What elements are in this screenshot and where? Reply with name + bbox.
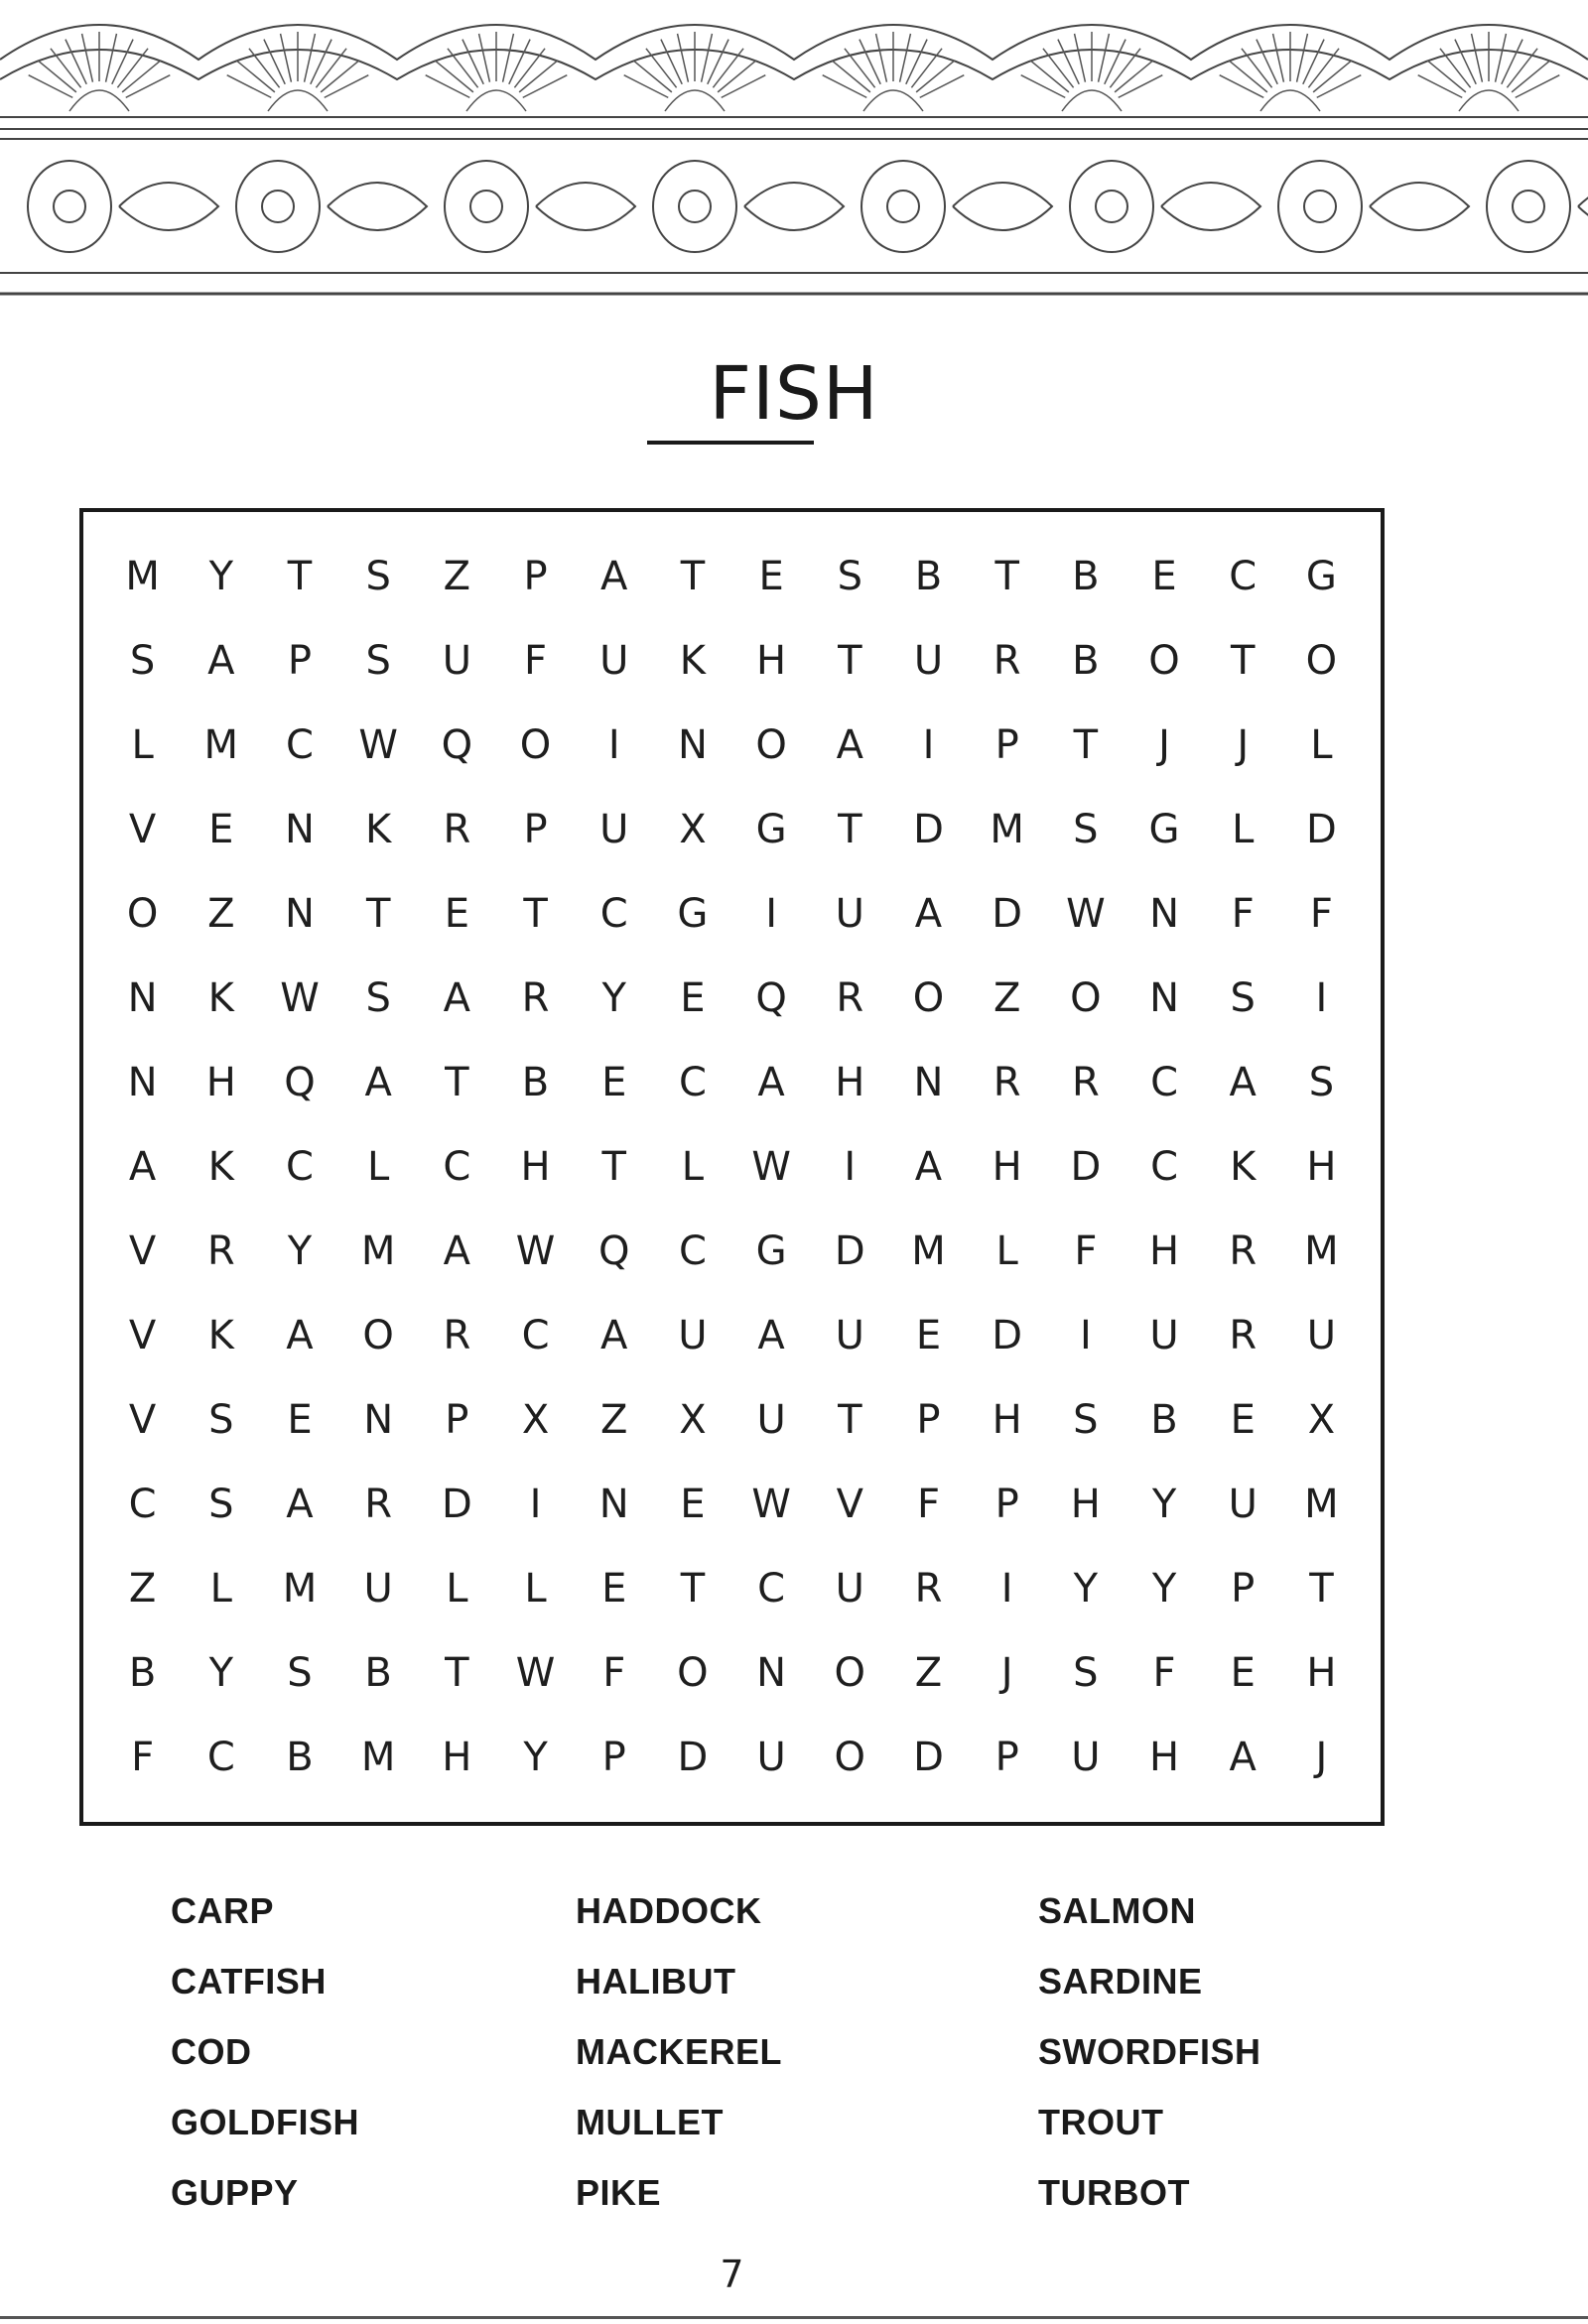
- grid-letter[interactable]: O: [1148, 637, 1180, 684]
- grid-letter[interactable]: U: [678, 1313, 708, 1359]
- grid-letter[interactable]: W: [358, 721, 398, 768]
- grid-letter[interactable]: C: [128, 1482, 157, 1528]
- grid-letter[interactable]: S: [129, 637, 156, 684]
- grid-letter[interactable]: B: [521, 1059, 550, 1105]
- grid-letter[interactable]: X: [679, 1397, 707, 1444]
- grid-letter[interactable]: M: [1304, 1228, 1339, 1275]
- grid-letter[interactable]: A: [443, 1228, 471, 1275]
- grid-letter[interactable]: X: [1307, 1397, 1336, 1444]
- grid-letter[interactable]: Y: [287, 1228, 313, 1275]
- grid-letter[interactable]: P: [523, 806, 548, 852]
- grid-letter[interactable]: Y: [601, 974, 626, 1021]
- grid-letter[interactable]: K: [679, 637, 707, 684]
- grid-letter[interactable]: O: [834, 1650, 866, 1697]
- grid-letter[interactable]: E: [287, 1397, 313, 1444]
- grid-letter[interactable]: U: [363, 1566, 393, 1613]
- grid-letter[interactable]: M: [990, 806, 1024, 852]
- grid-letter[interactable]: J: [1315, 1735, 1328, 1781]
- grid-letter[interactable]: W: [751, 1482, 791, 1528]
- grid-letter[interactable]: Z: [207, 890, 235, 937]
- grid-letter[interactable]: T: [601, 1143, 626, 1190]
- grid-letter[interactable]: K: [1230, 1143, 1257, 1190]
- grid-letter[interactable]: W: [751, 1143, 791, 1190]
- grid-letter[interactable]: O: [677, 1650, 709, 1697]
- grid-letter[interactable]: R: [836, 974, 864, 1021]
- grid-letter[interactable]: A: [914, 1143, 943, 1190]
- grid-letter[interactable]: T: [838, 637, 862, 684]
- grid-letter[interactable]: V: [128, 806, 157, 852]
- grid-letter[interactable]: N: [677, 721, 708, 768]
- grid-letter[interactable]: T: [445, 1650, 469, 1697]
- grid-letter[interactable]: H: [1306, 1143, 1337, 1190]
- grid-letter[interactable]: Z: [443, 553, 471, 599]
- grid-letter[interactable]: D: [913, 806, 944, 852]
- grid-letter[interactable]: C: [678, 1059, 707, 1105]
- grid-letter[interactable]: K: [207, 1143, 234, 1190]
- grid-letter[interactable]: D: [913, 1735, 944, 1781]
- grid-letter[interactable]: S: [365, 974, 391, 1021]
- grid-letter[interactable]: V: [128, 1228, 157, 1275]
- grid-letter[interactable]: E: [915, 1313, 942, 1359]
- grid-letter[interactable]: E: [758, 553, 784, 599]
- grid-letter[interactable]: T: [287, 553, 313, 599]
- word-list-item: CATFISH: [171, 1961, 327, 2001]
- grid-letter[interactable]: X: [679, 806, 707, 852]
- grid-letter[interactable]: U: [1149, 1313, 1179, 1359]
- grid-letter[interactable]: E: [1230, 1397, 1256, 1444]
- grid-letter[interactable]: M: [1304, 1482, 1339, 1528]
- grid-letter[interactable]: N: [127, 974, 158, 1021]
- grid-letter[interactable]: F: [1309, 890, 1333, 937]
- grid-letter[interactable]: K: [207, 1313, 234, 1359]
- grid-letter[interactable]: R: [1229, 1228, 1257, 1275]
- grid-letter[interactable]: N: [913, 1059, 944, 1105]
- grid-letter[interactable]: Q: [755, 974, 787, 1021]
- word-list-item: SALMON: [1038, 1890, 1196, 1931]
- grid-letter[interactable]: S: [208, 1482, 234, 1528]
- grid-letter[interactable]: U: [1306, 1313, 1337, 1359]
- grid-letter[interactable]: D: [1306, 806, 1337, 852]
- grid-letter[interactable]: T: [838, 806, 862, 852]
- page-number: 7: [720, 2253, 744, 2296]
- grid-letter[interactable]: L: [367, 1143, 390, 1190]
- grid-letter[interactable]: N: [1149, 890, 1179, 937]
- grid-letter[interactable]: G: [1305, 553, 1337, 599]
- word-list-item: SWORDFISH: [1038, 2031, 1261, 2072]
- grid-letter[interactable]: C: [443, 1143, 471, 1190]
- grid-letter[interactable]: L: [681, 1143, 705, 1190]
- word-list-item: CARP: [171, 1890, 275, 1931]
- grid-letter[interactable]: S: [365, 553, 391, 599]
- grid-letter[interactable]: A: [286, 1482, 314, 1528]
- grid-letter[interactable]: I: [1315, 974, 1328, 1021]
- grid-letter[interactable]: I: [922, 721, 935, 768]
- grid-letter[interactable]: H: [1070, 1482, 1101, 1528]
- grid-letter[interactable]: K: [207, 974, 234, 1021]
- grid-letter[interactable]: Y: [208, 1650, 233, 1697]
- grid-letter[interactable]: N: [1149, 974, 1179, 1021]
- grid-letter[interactable]: S: [287, 1650, 313, 1697]
- grid-letter[interactable]: O: [1070, 974, 1102, 1021]
- grid-letter[interactable]: H: [1148, 1228, 1180, 1275]
- word-list-item: TURBOT: [1038, 2172, 1190, 2213]
- grid-letter[interactable]: E: [601, 1566, 627, 1613]
- grid-letter[interactable]: L: [131, 721, 154, 768]
- grid-letter[interactable]: T: [1309, 1566, 1334, 1613]
- grid-letter[interactable]: A: [286, 1313, 314, 1359]
- grid-letter[interactable]: R: [992, 1059, 1021, 1105]
- grid-letter[interactable]: C: [206, 1735, 235, 1781]
- grid-letter[interactable]: B: [1072, 637, 1100, 684]
- grid-letter[interactable]: H: [992, 1397, 1022, 1444]
- grid-letter[interactable]: D: [677, 1735, 709, 1781]
- grid-letter[interactable]: Z: [992, 974, 1021, 1021]
- grid-letter[interactable]: C: [286, 1143, 314, 1190]
- grid-letter[interactable]: H: [205, 1059, 236, 1105]
- grid-letter[interactable]: S: [1308, 1059, 1335, 1105]
- grid-letter[interactable]: D: [441, 1482, 472, 1528]
- grid-letter[interactable]: F: [524, 637, 548, 684]
- grid-letter[interactable]: M: [125, 553, 160, 599]
- grid-letter[interactable]: R: [206, 1228, 235, 1275]
- grid-letter[interactable]: P: [916, 1397, 941, 1444]
- grid-letter[interactable]: T: [680, 1566, 706, 1613]
- grid-letter[interactable]: W: [515, 1650, 556, 1697]
- grid-letter[interactable]: Y: [1151, 1566, 1177, 1613]
- grid-letter[interactable]: M: [203, 721, 239, 768]
- grid-letter[interactable]: A: [128, 1143, 157, 1190]
- grid-letter[interactable]: T: [680, 553, 706, 599]
- grid-letter[interactable]: B: [128, 1650, 157, 1697]
- grid-letter[interactable]: Q: [284, 1059, 316, 1105]
- grid-letter[interactable]: G: [677, 890, 709, 937]
- grid-letter[interactable]: T: [523, 890, 548, 937]
- grid-letter[interactable]: U: [835, 1566, 864, 1613]
- grid-letter[interactable]: B: [364, 1650, 392, 1697]
- grid-letter[interactable]: J: [1158, 721, 1170, 768]
- grid-letter[interactable]: U: [1228, 1482, 1257, 1528]
- grid-letter[interactable]: H: [1306, 1650, 1337, 1697]
- word-list-item: MULLET: [576, 2102, 724, 2142]
- grid-letter[interactable]: E: [601, 1059, 627, 1105]
- grid-letter[interactable]: P: [445, 1397, 469, 1444]
- grid-letter[interactable]: Y: [208, 553, 233, 599]
- grid-letter[interactable]: Q: [441, 721, 473, 768]
- word-list-item: MACKEREL: [576, 2031, 782, 2072]
- title-underline: [647, 441, 814, 445]
- grid-letter[interactable]: T: [838, 1397, 862, 1444]
- grid-letter[interactable]: L: [446, 1566, 468, 1613]
- grid-letter[interactable]: R: [914, 1566, 943, 1613]
- grid-letter[interactable]: C: [521, 1313, 550, 1359]
- grid-letter[interactable]: T: [994, 553, 1019, 599]
- grid-letter[interactable]: N: [127, 1059, 158, 1105]
- grid-letter[interactable]: C: [757, 1566, 786, 1613]
- grid-letter[interactable]: I: [765, 890, 777, 937]
- grid-letter[interactable]: N: [363, 1397, 394, 1444]
- grid-letter[interactable]: R: [521, 974, 550, 1021]
- grid-letter[interactable]: G: [1148, 806, 1180, 852]
- grid-letter[interactable]: L: [1232, 806, 1255, 852]
- grid-letter[interactable]: K: [365, 806, 392, 852]
- grid-letter[interactable]: C: [1229, 553, 1257, 599]
- grid-letter[interactable]: Z: [600, 1397, 628, 1444]
- grid-letter[interactable]: F: [131, 1735, 155, 1781]
- grid-letter[interactable]: Z: [128, 1566, 157, 1613]
- grid-letter[interactable]: O: [519, 721, 552, 768]
- grid-letter[interactable]: A: [1229, 1059, 1257, 1105]
- grid-letter[interactable]: T: [1073, 721, 1099, 768]
- grid-letter[interactable]: E: [1151, 553, 1177, 599]
- grid-letter[interactable]: S: [837, 553, 862, 599]
- grid-letter[interactable]: P: [523, 553, 548, 599]
- grid-letter[interactable]: S: [208, 1397, 234, 1444]
- grid-letter[interactable]: U: [756, 1397, 786, 1444]
- grid-letter[interactable]: C: [599, 890, 628, 937]
- grid-letter[interactable]: S: [1073, 1650, 1099, 1697]
- grid-letter[interactable]: G: [755, 1228, 787, 1275]
- grid-letter[interactable]: P: [601, 1735, 626, 1781]
- grid-letter[interactable]: B: [1072, 553, 1100, 599]
- grid-letter[interactable]: T: [365, 890, 391, 937]
- grid-letter[interactable]: Q: [597, 1228, 630, 1275]
- grid-letter[interactable]: A: [757, 1059, 785, 1105]
- grid-letter[interactable]: Z: [914, 1650, 943, 1697]
- grid-letter[interactable]: E: [680, 1482, 706, 1528]
- grid-letter[interactable]: M: [360, 1228, 396, 1275]
- grid-letter[interactable]: W: [1066, 890, 1106, 937]
- grid-letter[interactable]: R: [992, 637, 1021, 684]
- word-list-item: GUPPY: [171, 2172, 299, 2213]
- grid-letter[interactable]: P: [287, 637, 313, 684]
- grid-letter[interactable]: I: [529, 1482, 542, 1528]
- grid-letter[interactable]: C: [1150, 1059, 1178, 1105]
- grid-letter[interactable]: R: [1071, 1059, 1100, 1105]
- word-list-item: SARDINE: [1038, 1961, 1203, 2001]
- grid-letter[interactable]: D: [1070, 1143, 1102, 1190]
- grid-letter[interactable]: O: [912, 974, 945, 1021]
- grid-letter[interactable]: H: [756, 637, 787, 684]
- grid-letter[interactable]: B: [1150, 1397, 1178, 1444]
- grid-letter[interactable]: F: [1152, 1650, 1176, 1697]
- grid-letter[interactable]: D: [834, 1228, 865, 1275]
- grid-letter[interactable]: O: [834, 1735, 866, 1781]
- grid-letter[interactable]: N: [598, 1482, 629, 1528]
- grid-letter[interactable]: Y: [1073, 1566, 1099, 1613]
- grid-letter[interactable]: H: [442, 1735, 472, 1781]
- grid-letter[interactable]: H: [835, 1059, 865, 1105]
- grid-letter[interactable]: O: [755, 721, 787, 768]
- grid-letter[interactable]: U: [835, 890, 864, 937]
- grid-letter[interactable]: F: [916, 1482, 940, 1528]
- word-list-item: HALIBUT: [576, 1961, 736, 2001]
- grid-letter[interactable]: L: [995, 1228, 1018, 1275]
- grid-letter[interactable]: J: [1237, 721, 1250, 768]
- grid-letter[interactable]: H: [992, 1143, 1022, 1190]
- grid-letter[interactable]: R: [364, 1482, 393, 1528]
- grid-letter[interactable]: M: [360, 1735, 396, 1781]
- grid-letter[interactable]: A: [443, 974, 471, 1021]
- grid-letter[interactable]: A: [600, 553, 628, 599]
- grid-letter[interactable]: U: [913, 637, 944, 684]
- grid-letter[interactable]: V: [128, 1313, 157, 1359]
- grid-letter[interactable]: U: [599, 637, 629, 684]
- grid-letter[interactable]: L: [1310, 721, 1333, 768]
- grid-letter[interactable]: U: [442, 637, 471, 684]
- grid-letter[interactable]: S: [365, 637, 391, 684]
- grid-letter[interactable]: V: [836, 1482, 863, 1528]
- grid-letter[interactable]: O: [126, 890, 159, 937]
- grid-letter[interactable]: A: [914, 890, 943, 937]
- grid-letter[interactable]: A: [600, 1313, 628, 1359]
- grid-letter[interactable]: A: [836, 721, 863, 768]
- page-title: FISH: [709, 351, 879, 437]
- grid-letter[interactable]: C: [286, 721, 314, 768]
- grid-letter[interactable]: P: [994, 1735, 1019, 1781]
- grid-letter[interactable]: D: [992, 1313, 1023, 1359]
- word-search-grid[interactable]: [79, 508, 1385, 1826]
- decorative-border-art: [0, 0, 1588, 308]
- grid-letter[interactable]: R: [443, 806, 471, 852]
- grid-letter[interactable]: U: [756, 1735, 786, 1781]
- grid-letter[interactable]: F: [1074, 1228, 1098, 1275]
- grid-letter[interactable]: N: [756, 1650, 787, 1697]
- grid-letter[interactable]: X: [521, 1397, 550, 1444]
- grid-letter[interactable]: P: [1231, 1566, 1256, 1613]
- grid-letter[interactable]: E: [208, 806, 234, 852]
- grid-letter[interactable]: W: [515, 1228, 556, 1275]
- grid-letter[interactable]: T: [1231, 637, 1256, 684]
- word-list: [171, 1875, 1461, 2213]
- grid-letter[interactable]: I: [1079, 1313, 1092, 1359]
- grid-letter[interactable]: M: [282, 1566, 318, 1613]
- grid-letter[interactable]: I: [844, 1143, 857, 1190]
- grid-letter[interactable]: B: [914, 553, 943, 599]
- grid-letter[interactable]: W: [280, 974, 320, 1021]
- grid-letter[interactable]: O: [362, 1313, 394, 1359]
- grid-letter[interactable]: Y: [1151, 1482, 1177, 1528]
- grid-letter[interactable]: E: [1230, 1650, 1256, 1697]
- grid-letter[interactable]: A: [1229, 1735, 1257, 1781]
- grid-letter[interactable]: C: [1150, 1143, 1178, 1190]
- grid-letter[interactable]: P: [994, 1482, 1019, 1528]
- grid-letter[interactable]: N: [285, 806, 315, 852]
- grid-letter[interactable]: A: [364, 1059, 392, 1105]
- grid-letter[interactable]: O: [1305, 637, 1338, 684]
- grid-letter[interactable]: L: [209, 1566, 232, 1613]
- grid-letter[interactable]: M: [911, 1228, 946, 1275]
- word-list-item: TROUT: [1038, 2102, 1164, 2142]
- grid-letter[interactable]: A: [207, 637, 235, 684]
- grid-letter[interactable]: R: [1229, 1313, 1257, 1359]
- grid-letter[interactable]: J: [1000, 1650, 1013, 1697]
- grid-letter[interactable]: D: [992, 890, 1023, 937]
- grid-letter[interactable]: L: [524, 1566, 547, 1613]
- grid-letter[interactable]: H: [1148, 1735, 1180, 1781]
- grid-letter[interactable]: Y: [523, 1735, 548, 1781]
- grid-letter[interactable]: C: [678, 1228, 707, 1275]
- grid-letter[interactable]: I: [607, 721, 620, 768]
- grid-letter[interactable]: E: [444, 890, 469, 937]
- grid-letter[interactable]: S: [1073, 1397, 1099, 1444]
- footer-rule: [0, 2316, 1588, 2319]
- grid-letter[interactable]: F: [1231, 890, 1255, 937]
- grid-letter[interactable]: S: [1073, 806, 1099, 852]
- grid-letter[interactable]: T: [445, 1059, 469, 1105]
- word-list-item: GOLDFISH: [171, 2102, 359, 2142]
- grid-letter[interactable]: I: [1000, 1566, 1013, 1613]
- grid-letter[interactable]: B: [286, 1735, 314, 1781]
- word-list-item: PIKE: [576, 2172, 662, 2213]
- grid-letter[interactable]: R: [443, 1313, 471, 1359]
- grid-letter[interactable]: U: [599, 806, 629, 852]
- grid-letter[interactable]: V: [128, 1397, 157, 1444]
- grid-letter[interactable]: H: [520, 1143, 551, 1190]
- grid-letter[interactable]: U: [835, 1313, 864, 1359]
- grid-letter[interactable]: A: [757, 1313, 785, 1359]
- grid-letter[interactable]: P: [994, 721, 1019, 768]
- grid-letter[interactable]: U: [1071, 1735, 1101, 1781]
- word-list-item: COD: [171, 2031, 252, 2072]
- grid-letter[interactable]: E: [680, 974, 706, 1021]
- grid-letter[interactable]: F: [602, 1650, 626, 1697]
- grid-letter[interactable]: N: [285, 890, 315, 937]
- word-list-item: HADDOCK: [576, 1890, 762, 1931]
- grid-letter[interactable]: S: [1230, 974, 1256, 1021]
- grid-letter[interactable]: G: [755, 806, 787, 852]
